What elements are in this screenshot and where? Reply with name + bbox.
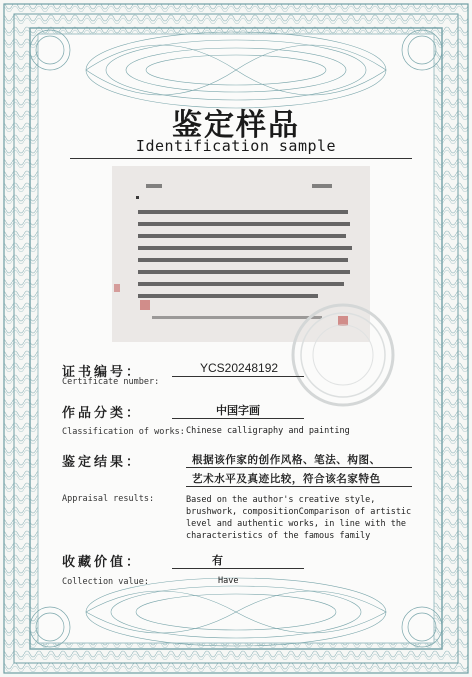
cert-number-underline — [172, 376, 304, 377]
appraisal-value-en-line1: Based on the author's creative style, — [186, 495, 376, 505]
classification-underline — [172, 418, 304, 419]
appraisal-value-cn-line1: 根据该作家的创作风格、笔法、构图、 — [192, 454, 381, 466]
appraisal-value-en-line2: brushwork, compositionComparison of artistic — [186, 507, 412, 517]
collection-value-en: Have — [218, 576, 239, 586]
cert-number-label-cn: 证书编号： — [62, 365, 143, 380]
classification-value-cn: 中国字画 — [216, 404, 260, 417]
classification-value-en: Chinese calligraphy and painting — [186, 426, 350, 436]
appraisal-value-en — [186, 494, 411, 542]
appraisal-label-en: Appraisal results: — [62, 494, 155, 504]
page-subtitle: Identification sample — [135, 137, 337, 155]
embossed-seal — [288, 300, 398, 410]
cert-number-value: YCS20248192 — [200, 361, 279, 375]
collection-value-cn: 有 — [212, 554, 223, 567]
title-divider — [70, 158, 412, 159]
appraisal-value-en-line4: characteristics of the famous family — [186, 531, 371, 541]
classification-label-cn: 作品分类： — [62, 406, 143, 421]
collection-underline — [172, 568, 304, 569]
appraisal-label-cn: 鉴定结果： — [62, 455, 143, 470]
page-title: 鉴定样品 — [172, 108, 300, 143]
collection-label-cn: 收藏价值： — [62, 555, 143, 570]
appraisal-underline-1 — [186, 467, 412, 468]
classification-label-en: Classification of works: — [62, 427, 185, 437]
appraisal-underline-2 — [186, 486, 412, 487]
cert-number-label-en: Certificate number: — [62, 377, 160, 387]
appraisal-value-en-line3: level and authentic works, in line with the — [186, 519, 407, 529]
collection-label-en: Collection value: — [62, 577, 149, 587]
appraisal-value-cn-line2: 艺术水平及真迹比较，符合该名家特色 — [192, 473, 381, 485]
